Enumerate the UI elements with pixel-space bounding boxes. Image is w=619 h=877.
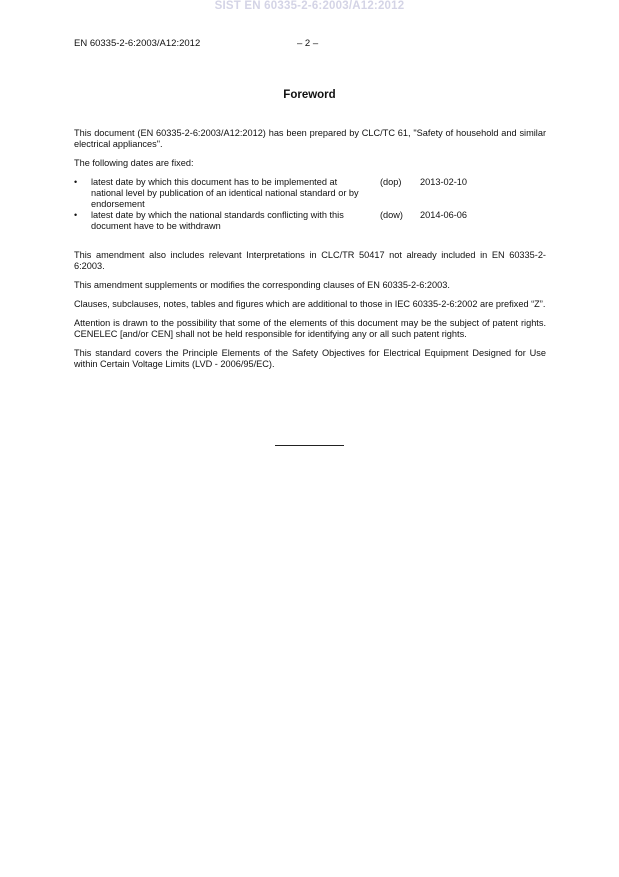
header-page-number: – 2 – xyxy=(297,38,319,49)
paragraph-interpretations: This amendment also includes relevant Interpretations in CLC/TR 50417 not already included in EN 60335-2-6:2003. xyxy=(74,250,546,271)
date-item-dow xyxy=(74,210,546,232)
paragraph-patent-rights: Attention is drawn to the possibility that some of the elements of this document may be the subject of patent rights. CENELEC [and/or CEN] shall not be held responsible for identifying any or all such patent rights. xyxy=(74,318,546,339)
end-rule xyxy=(275,445,344,446)
date-abbreviation: (dop) xyxy=(380,177,402,187)
date-description: latest date by which this document has to be implemented at national level by publication of an identical national standard or by endorsement xyxy=(91,177,359,209)
dates-intro: The following dates are fixed: xyxy=(74,158,194,168)
paragraph-lvd: This standard covers the Principle Elements of the Safety Objectives for Electrical Equipment Designed for Use within Certain Voltage Limits (LVD - 2006/95/EC). xyxy=(74,348,546,369)
bullet-icon: • xyxy=(74,210,78,220)
foreword-body xyxy=(74,128,546,378)
bullet-icon: • xyxy=(74,177,78,187)
date-item-dop xyxy=(74,177,546,210)
date-description: latest date by which the national standards conflicting with this document have to be withdrawn xyxy=(91,210,344,231)
date-abbreviation: (dow) xyxy=(380,210,403,220)
paragraph-supplements: This amendment supplements or modifies the corresponding clauses of EN 60335-2-6:2003. xyxy=(74,280,450,290)
date-value: 2014-06-06 xyxy=(420,210,467,220)
paragraph-prefix: Clauses, subclauses, notes, tables and figures which are additional to those in IEC 60335-2-6:2002 are prefixed “Z”. xyxy=(74,299,546,309)
header-document-number: EN 60335-2-6:2003/A12:2012 xyxy=(74,38,201,49)
page-title: Foreword xyxy=(283,89,336,101)
dates-list xyxy=(74,177,546,232)
watermark: SIST EN 60335-2-6:2003/A12:2012 xyxy=(214,0,405,12)
intro-paragraph: This document (EN 60335-2-6:2003/A12:2012) has been prepared by CLC/TC 61, "Safety of household and similar electrical appliances". xyxy=(74,128,546,149)
date-value: 2013-02-10 xyxy=(420,177,467,187)
